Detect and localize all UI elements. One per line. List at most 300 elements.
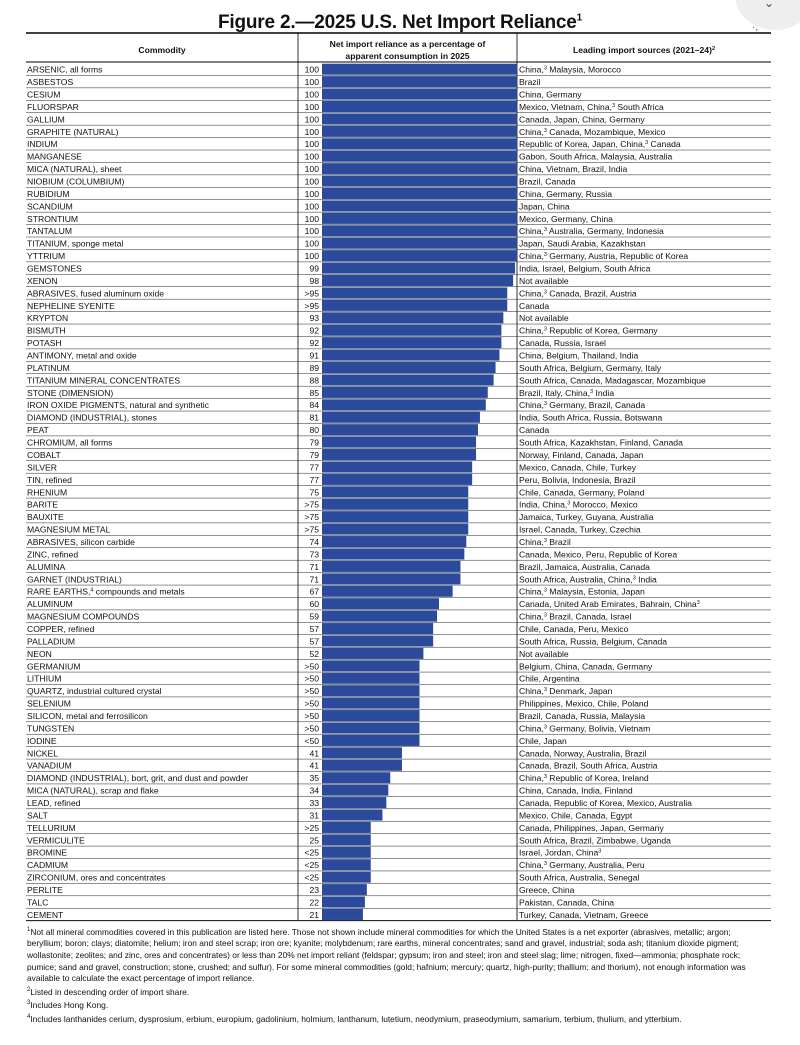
- value-label: 34: [309, 785, 319, 796]
- commodity-name-text: BISMUTH: [27, 325, 66, 336]
- commodity-name-text: PALLADIUM: [27, 636, 76, 647]
- import-sources-text: Malaysia, Estonia, Japan: [546, 586, 645, 597]
- commodity-name-text: XENON: [27, 275, 58, 286]
- commodity-name-text: BROMINE: [27, 847, 68, 858]
- import-sources-footnote-mark: 3: [543, 65, 547, 72]
- commodity-name: [27, 127, 119, 137]
- value-label: 100: [304, 201, 319, 212]
- table-row: [26, 163, 771, 175]
- commodity-name-text: SILVER: [27, 462, 57, 473]
- bar: [322, 337, 501, 348]
- table-row: [26, 822, 771, 834]
- import-sources-footnote-mark: 3: [543, 252, 547, 259]
- commodity-name: [27, 897, 48, 907]
- import-sources-text: China, Vietnam, Brazil, India: [519, 164, 628, 175]
- bar: [322, 89, 517, 100]
- import-sources-text: China,: [519, 686, 544, 697]
- table-row: [26, 76, 771, 88]
- import-sources-text: China,: [519, 400, 544, 411]
- commodity-name: [27, 226, 72, 236]
- commodity-name-text: ASBESTOS: [27, 77, 74, 88]
- value-label: 67: [309, 586, 319, 597]
- bar: [322, 573, 460, 584]
- import-sources: [519, 375, 706, 385]
- import-sources: [519, 624, 629, 634]
- table-row: [26, 200, 771, 212]
- commodity-name: [27, 338, 62, 348]
- import-sources-text: Republic of Korea, Germany: [546, 325, 658, 336]
- header-value-line1: Net import reliance as a percentage of: [329, 39, 486, 49]
- commodity-name-text: CADMIUM: [27, 860, 69, 871]
- commodity-name-text: IRON OXIDE PIGMENTS, natural and synthetic: [27, 400, 209, 411]
- value-label: 75: [309, 487, 319, 498]
- import-sources-text: Denmark, Japan: [546, 686, 613, 697]
- import-sources: [519, 512, 654, 522]
- bar: [322, 611, 437, 622]
- value-label: >50: [304, 723, 319, 734]
- import-sources-footnote-mark: 3: [543, 537, 547, 544]
- commodity-name-text: ARSENIC, all forms: [27, 64, 103, 75]
- value-label: 100: [304, 77, 319, 88]
- import-sources-text: Mexico, Vietnam, China,: [519, 101, 612, 112]
- import-sources-text: China,: [519, 586, 544, 597]
- value-label: 98: [309, 275, 319, 286]
- import-sources-text: Canada, Russia, Israel: [519, 338, 606, 349]
- commodity-name-text: TALC: [27, 897, 49, 908]
- header-sources-footnote-mark: 2: [711, 46, 716, 52]
- bar: [322, 635, 433, 646]
- commodity-name: [27, 388, 113, 398]
- table-row: [26, 89, 771, 101]
- table-row: [26, 213, 771, 225]
- import-sources: [519, 500, 638, 510]
- import-sources: [519, 574, 657, 584]
- commodity-name: [27, 599, 73, 609]
- table-row: [26, 573, 771, 585]
- import-sources: [519, 313, 569, 323]
- commodity-name: [27, 114, 65, 124]
- import-sources-footnote-mark: 3: [696, 600, 700, 607]
- commodity-name: [27, 786, 159, 796]
- import-sources-text: Canada, Brazil, Austria: [546, 288, 637, 299]
- import-sources: [519, 786, 633, 796]
- table-row: [26, 362, 771, 374]
- import-sources: [519, 860, 645, 870]
- commodity-name: [27, 748, 58, 758]
- commodity-name: [27, 462, 57, 472]
- table-row: [26, 598, 771, 610]
- bar: [322, 362, 496, 373]
- table-row: [26, 113, 771, 125]
- commodity-name: [27, 910, 64, 920]
- commodity-name-text: PEAT: [27, 425, 49, 436]
- commodity-name: [27, 475, 72, 485]
- commodity-name-text: MAGNESIUM METAL: [27, 524, 111, 535]
- import-sources-text: South Africa, Canada, Madagascar, Mozambique: [519, 375, 706, 386]
- commodity-name: [27, 177, 125, 187]
- import-sources: [519, 413, 663, 423]
- commodity-name: [27, 549, 78, 559]
- table-row: [26, 287, 771, 299]
- import-sources-text: Canada, Japan, China, Germany: [519, 114, 645, 125]
- import-sources-text: Germany, Australia, Peru: [546, 860, 645, 871]
- import-sources: [519, 835, 671, 845]
- bar: [322, 511, 468, 522]
- import-sources-text: Canada, United Arab Emirates, Bahrain, China: [519, 599, 697, 610]
- import-sources: [519, 326, 658, 336]
- import-sources: [519, 177, 576, 187]
- value-label: 100: [304, 238, 319, 249]
- commodity-name-text: ZIRCONIUM, ores and concentrates: [27, 872, 166, 883]
- import-sources-text: Canada, Norway, Australia, Brazil: [519, 748, 647, 759]
- import-sources-text: Republic of Korea, Ireland: [546, 773, 649, 784]
- commodity-name: [27, 885, 63, 895]
- bar: [322, 424, 478, 435]
- table-row: [26, 126, 771, 138]
- table-row: [26, 350, 771, 362]
- commodity-name: [27, 537, 135, 547]
- table-row: [26, 325, 771, 337]
- import-sources-text: China, Germany, Russia: [519, 188, 612, 199]
- table-row: [26, 536, 771, 548]
- import-sources: [519, 65, 621, 75]
- import-sources: [519, 127, 666, 137]
- value-label: 22: [309, 897, 319, 908]
- bar: [322, 548, 464, 559]
- footnote: [27, 925, 767, 985]
- bar: [322, 735, 420, 746]
- commodity-name: [27, 587, 185, 597]
- value-label: 33: [309, 798, 319, 808]
- import-sources-footnote-mark: 3: [645, 140, 649, 147]
- import-sources-text: Israel, Jordan, China: [519, 847, 599, 858]
- commodity-name-text: SELENIUM: [27, 698, 71, 709]
- table-row: [26, 511, 771, 523]
- table-row: [26, 859, 771, 871]
- commodity-name-text: TITANIUM MINERAL CONCENTRATES: [27, 375, 181, 386]
- import-sources-footnote-mark: 3: [567, 500, 571, 507]
- commodity-name-text: QUARTZ, industrial cultured crystal: [27, 686, 162, 697]
- import-sources-text: India: [593, 387, 615, 398]
- import-sources-text: Germany, Bolivia, Vietnam: [546, 723, 651, 734]
- commodity-name-text: compounds and metals: [93, 586, 185, 597]
- commodity-name: [27, 276, 58, 286]
- import-sources: [519, 425, 549, 435]
- commodity-name-text: TELLURIUM: [27, 822, 76, 833]
- value-label: 91: [309, 350, 319, 361]
- commodity-name: [27, 65, 102, 75]
- value-label: >25: [304, 822, 319, 833]
- value-label: >75: [304, 524, 319, 535]
- import-sources-text: Canada, Philippines, Japan, Germany: [519, 822, 664, 833]
- table-row: [26, 586, 771, 598]
- table-row: [26, 275, 771, 287]
- commodity-name-text: STONE (DIMENSION): [27, 387, 114, 398]
- value-label: >95: [304, 300, 319, 311]
- import-sources: [519, 587, 645, 597]
- import-sources: [519, 649, 569, 659]
- commodity-name: [27, 773, 248, 783]
- commodity-name-text: CEMENT: [27, 909, 64, 920]
- commodity-name: [27, 810, 49, 820]
- import-sources: [519, 114, 645, 124]
- table-row: [26, 909, 771, 921]
- value-label: 71: [309, 574, 319, 585]
- bar: [322, 350, 499, 361]
- import-sources-text: Gabon, South Africa, Malaysia, Australia: [519, 151, 673, 162]
- import-sources: [519, 736, 567, 746]
- import-sources-text: China, Belgium, Thailand, India: [519, 350, 639, 361]
- table-row: [26, 897, 771, 909]
- value-label: >50: [304, 710, 319, 721]
- import-sources-text: India, Israel, Belgium, South Africa: [519, 263, 651, 274]
- header-value-line2: apparent consumption in 2025: [345, 51, 470, 61]
- value-label: 84: [309, 400, 319, 411]
- import-sources: [519, 823, 664, 833]
- footnote-text: Includes lanthanides cerium, dysprosium, erbium, europium, gadolinium, holmium, lanthanum, lutetium, neodymium, praseodymium, samarium, terbium, thulium, and ytterbium.: [30, 1013, 682, 1024]
- chevron-down-icon[interactable]: ⌄: [764, 0, 775, 10]
- import-sources-text: Chile, Japan: [519, 735, 567, 746]
- import-sources-footnote-mark: 3: [543, 861, 547, 868]
- table-row: [26, 225, 771, 237]
- table-row: [26, 101, 771, 113]
- commodity-name: [27, 288, 164, 298]
- import-sources-text: Belgium, China, Canada, Germany: [519, 661, 653, 672]
- bar: [322, 461, 472, 472]
- table-row: [26, 635, 771, 647]
- import-sources: [519, 351, 638, 361]
- commodity-name: [27, 699, 71, 709]
- value-label: 100: [304, 213, 319, 224]
- import-sources-text: Brazil, Jamaica, Australia, Canada: [519, 561, 650, 572]
- import-sources-text: South Africa, Australia, China,: [519, 574, 633, 585]
- value-label: >50: [304, 698, 319, 709]
- table-row: [26, 623, 771, 635]
- value-label: 73: [309, 549, 319, 560]
- commodity-name-text: CHROMIUM, all forms: [27, 437, 113, 448]
- import-sources-text: China, Canada, India, Finland: [519, 785, 633, 796]
- commodity-name-text: GARNET (INDUSTRIAL): [27, 574, 122, 585]
- footnote: [27, 998, 767, 1011]
- bar: [322, 486, 468, 497]
- commodity-name-text: POTASH: [27, 338, 62, 349]
- commodity-name: [27, 636, 75, 646]
- commodity-name-text: NICKEL: [27, 748, 59, 759]
- commodity-name: [27, 835, 85, 845]
- table-row: [26, 673, 771, 685]
- import-sources: [519, 723, 650, 733]
- bar: [322, 238, 517, 249]
- table-row: [26, 399, 771, 411]
- import-sources-text: South Africa, Australia, Senegal: [519, 872, 640, 883]
- import-sources-text: Mexico, Germany, China: [519, 213, 613, 224]
- footnote-text: Includes Hong Kong.: [30, 999, 109, 1010]
- bar: [322, 412, 480, 423]
- value-label: 41: [309, 748, 319, 759]
- value-label: 88: [309, 375, 319, 386]
- figure-title-footnote-mark: 1: [576, 12, 582, 24]
- table-row: [26, 648, 771, 660]
- value-label: 57: [309, 623, 319, 634]
- commodity-name: [27, 661, 80, 671]
- import-sources: [519, 562, 650, 572]
- import-sources-text: India, South Africa, Russia, Botswana: [519, 412, 663, 423]
- value-label: 100: [304, 176, 319, 187]
- bar: [322, 673, 420, 684]
- table-row: [26, 685, 771, 697]
- commodity-name: [27, 264, 82, 274]
- bar: [322, 213, 517, 224]
- import-sources: [519, 438, 683, 448]
- value-label: <25: [304, 860, 319, 871]
- import-sources-text: Japan, Saudi Arabia, Kazakhstan: [519, 238, 646, 249]
- value-label: 81: [309, 412, 319, 423]
- bar: [322, 225, 517, 236]
- import-sources: [519, 873, 639, 883]
- commodity-name: [27, 761, 72, 771]
- commodity-name-text: CESIUM: [27, 89, 61, 100]
- commodity-name: [27, 77, 73, 87]
- import-sources: [519, 102, 664, 112]
- import-sources-text: Brazil, Italy, China,: [519, 387, 591, 398]
- commodity-name-text: BAUXITE: [27, 512, 64, 523]
- value-label: 77: [309, 474, 319, 485]
- commodity-name-text: PERLITE: [27, 885, 63, 896]
- import-sources-footnote-mark: 3: [543, 127, 547, 134]
- import-sources-text: Morocco, Mexico: [570, 499, 638, 510]
- import-sources: [519, 636, 667, 646]
- value-label: >50: [304, 673, 319, 684]
- footnote-text: Listed in descending order of import share.: [30, 986, 190, 997]
- import-sources-text: Japan, China: [519, 201, 570, 212]
- bar: [322, 300, 507, 311]
- value-label: 21: [309, 909, 319, 920]
- import-sources-text: Brazil: [519, 77, 541, 88]
- import-sources-text: Mexico, Canada, Chile, Turkey: [519, 462, 637, 473]
- value-label: 74: [309, 536, 319, 547]
- commodity-name: [27, 351, 137, 361]
- commodity-name-text: DIAMOND (INDUSTRIAL), bort, grit, and dust and powder: [27, 773, 249, 784]
- bar: [322, 810, 382, 821]
- import-sources-text: Brazil: [546, 536, 571, 547]
- import-sources: [519, 612, 632, 622]
- import-sources: [519, 189, 612, 199]
- commodity-name: [27, 139, 58, 149]
- import-sources-text: Norway, Finland, Canada, Japan: [519, 449, 644, 460]
- import-sources-text: China, Germany: [519, 89, 582, 100]
- commodity-name-text: IODINE: [27, 735, 57, 746]
- bar: [322, 188, 517, 199]
- import-sources-footnote-mark: 3: [543, 227, 547, 234]
- value-label: 85: [309, 387, 319, 398]
- value-label: 100: [304, 64, 319, 75]
- bar: [322, 685, 420, 696]
- commodity-name-text: BARITE: [27, 499, 59, 510]
- bar: [322, 524, 468, 535]
- commodity-name-text: ABRASIVES, fused aluminum oxide: [27, 288, 165, 299]
- commodity-name: [27, 873, 166, 883]
- import-sources: [519, 711, 645, 721]
- commodity-name-text: VERMICULITE: [27, 835, 85, 846]
- bar: [322, 387, 488, 398]
- commodity-name: [27, 823, 76, 833]
- value-label: 77: [309, 462, 319, 473]
- import-sources-text: India: [635, 574, 657, 585]
- import-sources-footnote-mark: 3: [590, 388, 594, 395]
- import-sources: [519, 686, 613, 696]
- table-row: [26, 138, 771, 150]
- import-sources: [519, 164, 627, 174]
- value-label: <25: [304, 872, 319, 883]
- import-sources-text: South Africa, Brazil, Zimbabwe, Uganda: [519, 835, 671, 846]
- commodity-name-text: MICA (NATURAL), scrap and flake: [27, 785, 159, 796]
- value-label: 80: [309, 425, 319, 436]
- value-label: 100: [304, 114, 319, 125]
- value-label: 92: [309, 338, 319, 349]
- import-sources: [519, 400, 645, 410]
- value-label: 100: [304, 89, 319, 100]
- bar: [322, 399, 486, 410]
- commodity-name: [27, 736, 57, 746]
- bar: [322, 747, 402, 758]
- import-sources-text: Greece, China: [519, 885, 575, 896]
- value-label: 79: [309, 449, 319, 460]
- table-row: [26, 698, 771, 710]
- import-sources: [519, 674, 580, 684]
- import-sources: [519, 226, 664, 236]
- commodity-name-text: TIN, refined: [27, 474, 72, 485]
- bar: [322, 200, 517, 211]
- import-sources: [519, 487, 645, 497]
- import-sources: [519, 897, 614, 907]
- import-sources: [519, 748, 646, 758]
- commodity-name-text: ZINC, refined: [27, 549, 79, 560]
- bar: [322, 834, 371, 845]
- value-label: 92: [309, 325, 319, 336]
- import-sources-footnote-mark: 3: [543, 401, 547, 408]
- import-sources-footnote-mark: 3: [543, 774, 547, 781]
- table-row: [26, 474, 771, 486]
- import-sources: [519, 599, 700, 609]
- import-sources-footnote-mark: 3: [543, 724, 547, 731]
- table-row: [26, 810, 771, 822]
- import-sources-text: Canada: [519, 300, 550, 311]
- import-sources-text: Malaysia, Morocco: [546, 64, 621, 75]
- commodity-name-text: FLUORSPAR: [27, 101, 79, 112]
- import-sources-text: Chile, Canada, Peru, Mexico: [519, 623, 629, 634]
- import-sources: [519, 475, 636, 485]
- value-label: >75: [304, 512, 319, 523]
- value-label: 100: [304, 126, 319, 137]
- commodity-name-text: GALLIUM: [27, 114, 65, 125]
- import-sources-text: China,: [519, 536, 544, 547]
- import-sources-text: Turkey, Canada, Vietnam, Greece: [519, 909, 649, 920]
- bar: [322, 859, 371, 870]
- commodity-name: [27, 214, 78, 224]
- bar: [322, 909, 363, 920]
- import-sources: [519, 276, 569, 286]
- bar: [322, 797, 386, 808]
- import-sources-text: China,: [519, 860, 544, 871]
- table-row: [26, 772, 771, 784]
- value-label: 100: [304, 164, 319, 175]
- commodity-name-text: STRONTIUM: [27, 213, 79, 224]
- commodity-name: [27, 798, 81, 808]
- table-row: [26, 151, 771, 163]
- commodity-name-text: MANGANESE: [27, 151, 82, 162]
- value-label: 100: [304, 251, 319, 262]
- import-sources-text: China,: [519, 325, 544, 336]
